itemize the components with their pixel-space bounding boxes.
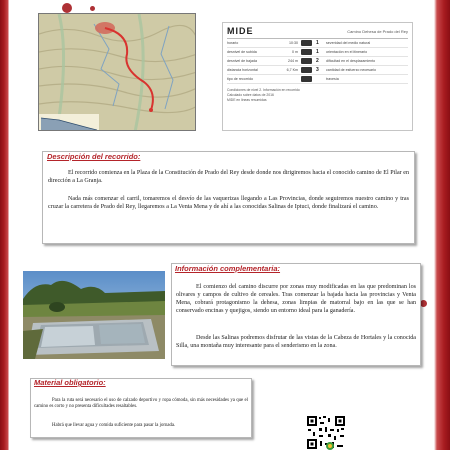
red-ink-blob xyxy=(90,6,95,11)
mide-row xyxy=(227,57,408,66)
environment-icon xyxy=(301,40,312,46)
mide-row-label: desnivel de bajada xyxy=(227,59,257,63)
mide-row-label: distancia horizontal xyxy=(227,68,258,72)
info-paragraph: El comienzo del camino discurre por zonas muy modificadas en las que predominan los olivares y campos de cultivo de cereales. Tras comenzar la bajada hacia las provincias y Venta Mena, cobrará protagonismo la dehesa, zonas limpias de matorral bajo en las que se han conservado encinas y quejigos, siendo un entorno ideal para la ganadería. xyxy=(176,284,416,314)
mide-row-level: 3 xyxy=(316,67,319,73)
description-paragraph: Nada más comenzar el carril, tomaremos el desvío de las vaquerizas llegando a Las Provincias, donde seguiremos nuestro camino y tras cruzar la carretera de Prado del Rey, llegaremos a La Venta Mena y de ahí a las conocidas Salinas de Iptuci, donde finalizará el camino. xyxy=(48,196,409,210)
mide-row-value: 6,7 Km xyxy=(286,68,298,72)
description-title: Descripción del recorrido: xyxy=(47,152,141,161)
mide-footnote: MIDE en lineas resumidas xyxy=(227,98,267,102)
red-ink-blob xyxy=(420,300,427,307)
mide-footnote: Calculado sobre datos de 2016 xyxy=(227,93,274,97)
mide-row-level: 1 xyxy=(316,40,319,46)
info-paragraph: Desde las Salinas podremos disfrutar de las vistas de la Cabeza de Hortales y la conocida Silla, una montaña muy interesante para el senderismo en la zona. xyxy=(176,335,416,349)
mide-card xyxy=(222,22,413,131)
mide-row-label: desnivel de subida xyxy=(227,50,257,54)
route-type-icon xyxy=(301,76,312,82)
description-paragraph: El recorrido comienza en la Plaza de la Constitución de Prado del Rey desde donde nos dirigiremos hacia el conocido camino de El Pilar en dirección a La Granja. xyxy=(48,170,409,184)
mide-row-level: 2 xyxy=(316,58,319,64)
mide-row xyxy=(227,66,408,75)
mide-row xyxy=(227,48,408,57)
orientation-icon xyxy=(301,49,312,55)
terrain-icon xyxy=(301,58,312,64)
red-ink-blob xyxy=(62,3,72,13)
mide-row xyxy=(227,39,408,48)
info-title: Información complementaria: xyxy=(175,264,281,273)
material-paragraph: Para la ruta será necesario el uso de calzado deportivo y ropa cómoda, sin más necesidades ya que el camino es corto y no presenta dificultades resaltables. xyxy=(34,398,248,410)
mide-route-name: Camino Dehesa de Prado del Rey xyxy=(347,28,408,34)
mide-row-value: 0 m xyxy=(292,50,298,54)
qr-code[interactable] xyxy=(306,415,346,450)
mide-row-desc: dificultad en el desplazamiento xyxy=(326,59,376,63)
effort-icon xyxy=(301,67,312,73)
material-title: Material obligatorio: xyxy=(34,378,106,387)
mide-row-desc: cantidad de esfuerzo necesario xyxy=(326,68,376,72)
mide-row-value: 10:30 xyxy=(289,41,298,45)
mide-row xyxy=(227,75,408,84)
mide-row-value: 244 m xyxy=(288,59,298,63)
route-map xyxy=(38,13,196,131)
mide-row-desc: travesía xyxy=(326,77,339,81)
mide-title: MIDE xyxy=(227,26,254,36)
salinas-photo xyxy=(23,271,165,359)
mide-footnotes xyxy=(227,88,408,103)
material-paragraph: Habrá que llevar agua y comida suficiente para pasar la jornada. xyxy=(52,423,176,428)
right-red-border xyxy=(434,0,450,450)
mide-footnote: Condiciones de nivel 2. Información en recorrido xyxy=(227,88,300,92)
mide-row-desc: orientación en el itinerario xyxy=(326,50,368,54)
mide-row-level: 1 xyxy=(316,49,319,55)
mide-row-label: horario xyxy=(227,41,239,45)
mide-header xyxy=(227,26,408,39)
mide-row-label: tipo de recorrido xyxy=(227,77,253,81)
left-red-border xyxy=(0,0,9,450)
mide-row-desc: severidad del medio natural xyxy=(326,41,371,45)
